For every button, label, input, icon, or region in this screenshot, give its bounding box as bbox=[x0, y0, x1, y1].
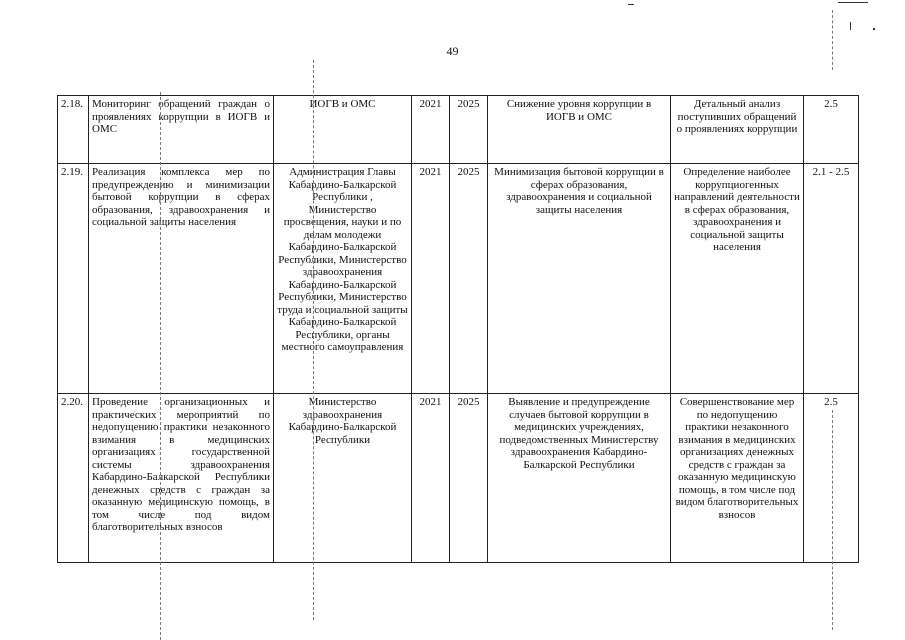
scan-fold-line bbox=[313, 60, 314, 620]
scan-speck bbox=[850, 22, 851, 30]
end-year-cell: 2025 bbox=[450, 164, 488, 394]
executors-cell: Администрация Главы Кабардино-Балкарской Республики , Министерство просвещения, науки и по делам молодежи Кабардино-Балкарской Республики, Министерство здравоохранения Кабардино-Балкарской Республики, Министерство труда и социальной защиты Кабардино-Балкарской Республики, органы местного самоуправления bbox=[274, 164, 412, 394]
link-cell: 2.5 bbox=[804, 394, 859, 563]
page-number: 49 bbox=[446, 44, 459, 58]
table-row bbox=[58, 164, 859, 394]
scan-fold-line bbox=[832, 10, 833, 70]
scan-fold-line bbox=[832, 410, 833, 630]
link-cell: 2.1 - 2.5 bbox=[804, 164, 859, 394]
result-cell: Выявление и предупреждение случаев бытовой коррупции в медицинских учреждениях, подведомственных Министерству здравоохранения Кабардино-Балкарской Республики bbox=[488, 394, 671, 563]
start-year-cell: 2021 bbox=[412, 96, 450, 164]
measure-cell: Реализация комплекса мер по предупреждению и минимизации бытовой коррупции в сферах образования, здравоохранения и социальной защиты населения bbox=[89, 164, 274, 394]
start-year-cell: 2021 bbox=[412, 394, 450, 563]
measure-cell: Мониторинг обращений граждан о проявлениях коррупции в ИОГВ и ОМС bbox=[89, 96, 274, 164]
table-row bbox=[58, 96, 859, 164]
scan-fold-line bbox=[160, 92, 161, 640]
executors-cell: ИОГВ и ОМС bbox=[274, 96, 412, 164]
end-year-cell: 2025 bbox=[450, 96, 488, 164]
scan-speck bbox=[628, 4, 634, 5]
executors-cell: Министерство здравоохранения Кабардино-Балкарской Республики bbox=[274, 394, 412, 563]
result-cell: Минимизация бытовой коррупции в сферах образования, здравоохранения и социальной защиты населения bbox=[488, 164, 671, 394]
scan-speck bbox=[838, 2, 868, 3]
scan-speck bbox=[873, 28, 875, 30]
action-plan-table bbox=[57, 95, 859, 563]
measure-cell: Проведение организационных и практических мероприятий по недопущению практики незаконного взимания в медицинских организациях государственной системы здравоохранения Кабардино-Балкарской Республики денежных средств с граждан за оказанную медицинскую помощь, в том числе под видом благотворительных взносов bbox=[89, 394, 274, 563]
table-row bbox=[58, 394, 859, 563]
indicator-cell: Определение наиболее коррупциогенных направлений деятельности в сферах образования, здравоохранения и социальной защиты населения bbox=[671, 164, 804, 394]
indicator-cell: Детальный анализ поступивших обращений о проявлениях коррупции bbox=[671, 96, 804, 164]
end-year-cell: 2025 bbox=[450, 394, 488, 563]
row-number: 2.19. bbox=[58, 164, 89, 394]
start-year-cell: 2021 bbox=[412, 164, 450, 394]
indicator-cell: Совершенствование мер по недопущению практики незаконного взимания в медицинских организациях денежных средств с граждан за оказанную медицинскую помощь, в том числе под видом благотворительных взносов bbox=[671, 394, 804, 563]
link-cell: 2.5 bbox=[804, 96, 859, 164]
row-number: 2.20. bbox=[58, 394, 89, 563]
row-number: 2.18. bbox=[58, 96, 89, 164]
result-cell: Снижение уровня коррупции в ИОГВ и ОМС bbox=[488, 96, 671, 164]
